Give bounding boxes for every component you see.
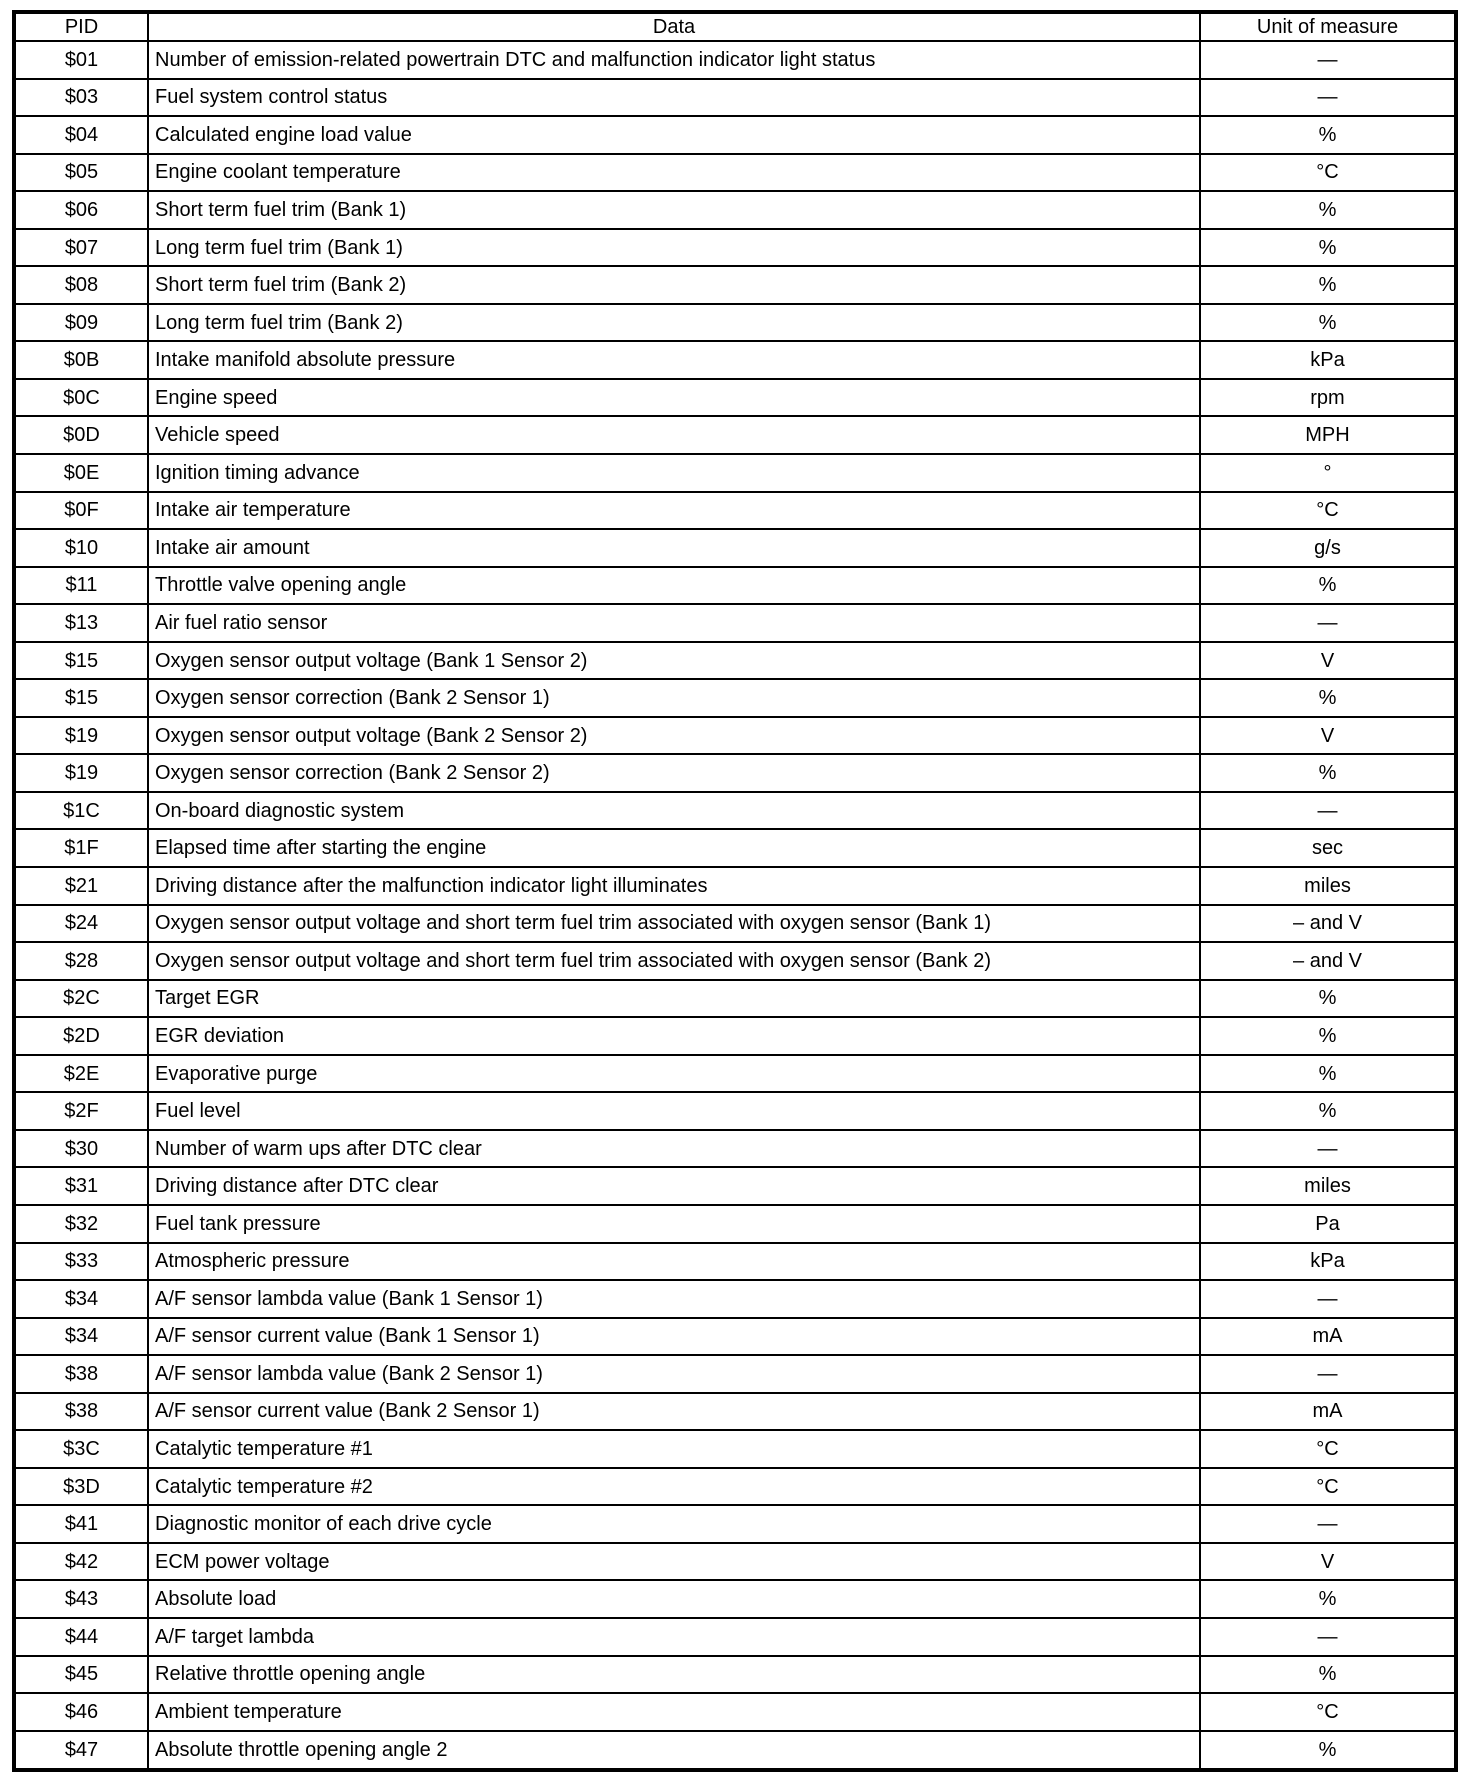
- data-cell: Absolute throttle opening angle 2: [148, 1731, 1200, 1770]
- unit-cell: %: [1200, 567, 1456, 605]
- pid-cell: $43: [14, 1580, 148, 1618]
- unit-cell: g/s: [1200, 529, 1456, 567]
- data-cell: Number of warm ups after DTC clear: [148, 1130, 1200, 1168]
- unit-cell: MPH: [1200, 416, 1456, 454]
- table-row: [14, 116, 1456, 154]
- table-row: [14, 1430, 1456, 1468]
- table-body: [14, 41, 1456, 1770]
- unit-cell: —: [1200, 604, 1456, 642]
- table-row: [14, 980, 1456, 1018]
- data-cell: Fuel system control status: [148, 79, 1200, 117]
- data-cell: Fuel tank pressure: [148, 1205, 1200, 1243]
- unit-cell: V: [1200, 642, 1456, 680]
- unit-cell: %: [1200, 754, 1456, 792]
- unit-cell: %: [1200, 1017, 1456, 1055]
- data-cell: Atmospheric pressure: [148, 1243, 1200, 1281]
- unit-cell: V: [1200, 1543, 1456, 1581]
- pid-cell: $11: [14, 567, 148, 605]
- data-cell: Number of emission-related powertrain DTC and malfunction indicator light status: [148, 41, 1200, 79]
- table-row: [14, 679, 1456, 717]
- unit-cell: °C: [1200, 1468, 1456, 1506]
- table-row: [14, 416, 1456, 454]
- table-row: [14, 454, 1456, 492]
- table-row: [14, 1055, 1456, 1093]
- data-cell: ECM power voltage: [148, 1543, 1200, 1581]
- table-row: [14, 1468, 1456, 1506]
- pid-cell: $0C: [14, 379, 148, 417]
- table-row: [14, 1205, 1456, 1243]
- pid-cell: $38: [14, 1355, 148, 1393]
- unit-cell: °C: [1200, 154, 1456, 192]
- table-row: [14, 492, 1456, 530]
- unit-cell: – and V: [1200, 905, 1456, 943]
- data-cell: Ambient temperature: [148, 1693, 1200, 1731]
- unit-cell: miles: [1200, 1167, 1456, 1205]
- data-cell: Diagnostic monitor of each drive cycle: [148, 1505, 1200, 1543]
- pid-cell: $06: [14, 191, 148, 229]
- unit-cell: rpm: [1200, 379, 1456, 417]
- pid-cell: $3C: [14, 1430, 148, 1468]
- table-row: [14, 41, 1456, 79]
- table-row: [14, 717, 1456, 755]
- data-cell: Fuel level: [148, 1092, 1200, 1130]
- unit-cell: %: [1200, 679, 1456, 717]
- pid-cell: $19: [14, 754, 148, 792]
- pid-cell: $47: [14, 1731, 148, 1770]
- unit-cell: °C: [1200, 1430, 1456, 1468]
- data-cell: Catalytic temperature #1: [148, 1430, 1200, 1468]
- data-cell: Air fuel ratio sensor: [148, 604, 1200, 642]
- pid-cell: $04: [14, 116, 148, 154]
- data-cell: On-board diagnostic system: [148, 792, 1200, 830]
- pid-cell: $2D: [14, 1017, 148, 1055]
- data-cell: EGR deviation: [148, 1017, 1200, 1055]
- pid-cell: $0B: [14, 341, 148, 379]
- table-row: [14, 642, 1456, 680]
- pid-cell: $21: [14, 867, 148, 905]
- unit-cell: sec: [1200, 829, 1456, 867]
- pid-cell: $1C: [14, 792, 148, 830]
- table-row: [14, 829, 1456, 867]
- pid-cell: $07: [14, 229, 148, 267]
- data-cell: A/F sensor lambda value (Bank 1 Sensor 1): [148, 1280, 1200, 1318]
- header-unit: Unit of measure: [1200, 12, 1456, 41]
- data-cell: Driving distance after DTC clear: [148, 1167, 1200, 1205]
- unit-cell: —: [1200, 1280, 1456, 1318]
- table-row: [14, 1130, 1456, 1168]
- table-row: [14, 1092, 1456, 1130]
- table-row: [14, 604, 1456, 642]
- data-cell: Calculated engine load value: [148, 116, 1200, 154]
- data-cell: Intake air amount: [148, 529, 1200, 567]
- data-cell: Oxygen sensor correction (Bank 2 Sensor 2): [148, 754, 1200, 792]
- unit-cell: Pa: [1200, 1205, 1456, 1243]
- table-row: [14, 79, 1456, 117]
- unit-cell: %: [1200, 266, 1456, 304]
- unit-cell: °C: [1200, 492, 1456, 530]
- pid-cell: $09: [14, 304, 148, 342]
- data-cell: A/F sensor current value (Bank 1 Sensor 1): [148, 1318, 1200, 1356]
- pid-cell: $0E: [14, 454, 148, 492]
- pid-cell: $45: [14, 1656, 148, 1694]
- pid-cell: $32: [14, 1205, 148, 1243]
- data-cell: Target EGR: [148, 980, 1200, 1018]
- table-row: [14, 1543, 1456, 1581]
- pid-cell: $08: [14, 266, 148, 304]
- unit-cell: —: [1200, 792, 1456, 830]
- pid-cell: $24: [14, 905, 148, 943]
- unit-cell: °C: [1200, 1693, 1456, 1731]
- data-cell: Long term fuel trim (Bank 2): [148, 304, 1200, 342]
- table-row: [14, 1580, 1456, 1618]
- pid-cell: $46: [14, 1693, 148, 1731]
- data-cell: Relative throttle opening angle: [148, 1656, 1200, 1694]
- pid-cell: $31: [14, 1167, 148, 1205]
- table-row: [14, 1167, 1456, 1205]
- data-cell: Evaporative purge: [148, 1055, 1200, 1093]
- table-row: [14, 1731, 1456, 1770]
- pid-cell: $30: [14, 1130, 148, 1168]
- unit-cell: %: [1200, 1656, 1456, 1694]
- table-row: [14, 1318, 1456, 1356]
- table-row: [14, 754, 1456, 792]
- table-row: [14, 1355, 1456, 1393]
- data-cell: Driving distance after the malfunction indicator light illuminates: [148, 867, 1200, 905]
- data-cell: Oxygen sensor correction (Bank 2 Sensor 1): [148, 679, 1200, 717]
- unit-cell: %: [1200, 191, 1456, 229]
- pid-cell: $2E: [14, 1055, 148, 1093]
- data-cell: Short term fuel trim (Bank 1): [148, 191, 1200, 229]
- data-cell: Oxygen sensor output voltage (Bank 2 Sensor 2): [148, 717, 1200, 755]
- table-row: [14, 1017, 1456, 1055]
- header-data: Data: [148, 12, 1200, 41]
- unit-cell: %: [1200, 229, 1456, 267]
- unit-cell: —: [1200, 41, 1456, 79]
- data-cell: Elapsed time after starting the engine: [148, 829, 1200, 867]
- table-row: [14, 942, 1456, 980]
- unit-cell: %: [1200, 116, 1456, 154]
- pid-cell: $2C: [14, 980, 148, 1018]
- table-row: [14, 567, 1456, 605]
- data-cell: Catalytic temperature #2: [148, 1468, 1200, 1506]
- unit-cell: %: [1200, 1092, 1456, 1130]
- pid-cell: $0D: [14, 416, 148, 454]
- data-cell: A/F target lambda: [148, 1618, 1200, 1656]
- pid-cell: $33: [14, 1243, 148, 1281]
- data-cell: Short term fuel trim (Bank 2): [148, 266, 1200, 304]
- unit-cell: %: [1200, 1731, 1456, 1770]
- pid-cell: $41: [14, 1505, 148, 1543]
- pid-cell: $10: [14, 529, 148, 567]
- pid-cell: $03: [14, 79, 148, 117]
- table-row: [14, 1505, 1456, 1543]
- pid-cell: $01: [14, 41, 148, 79]
- unit-cell: —: [1200, 1130, 1456, 1168]
- unit-cell: V: [1200, 717, 1456, 755]
- table-row: [14, 266, 1456, 304]
- data-cell: Oxygen sensor output voltage and short term fuel trim associated with oxygen sensor (Bank 1): [148, 905, 1200, 943]
- unit-cell: —: [1200, 1505, 1456, 1543]
- unit-cell: —: [1200, 1618, 1456, 1656]
- unit-cell: —: [1200, 79, 1456, 117]
- unit-cell: °: [1200, 454, 1456, 492]
- data-cell: Intake manifold absolute pressure: [148, 341, 1200, 379]
- data-cell: Intake air temperature: [148, 492, 1200, 530]
- table-row: [14, 905, 1456, 943]
- data-cell: Oxygen sensor output voltage (Bank 1 Sensor 2): [148, 642, 1200, 680]
- unit-cell: %: [1200, 304, 1456, 342]
- unit-cell: %: [1200, 980, 1456, 1018]
- pid-cell: $3D: [14, 1468, 148, 1506]
- pid-cell: $34: [14, 1318, 148, 1356]
- pid-cell: $2F: [14, 1092, 148, 1130]
- table-row: [14, 1618, 1456, 1656]
- table-row: [14, 379, 1456, 417]
- table-row: [14, 304, 1456, 342]
- unit-cell: – and V: [1200, 942, 1456, 980]
- pid-cell: $42: [14, 1543, 148, 1581]
- pid-cell: $34: [14, 1280, 148, 1318]
- table-row: [14, 1280, 1456, 1318]
- table-row: [14, 1693, 1456, 1731]
- data-cell: A/F sensor current value (Bank 2 Sensor 1): [148, 1393, 1200, 1431]
- pid-cell: $13: [14, 604, 148, 642]
- unit-cell: mA: [1200, 1393, 1456, 1431]
- data-cell: A/F sensor lambda value (Bank 2 Sensor 1): [148, 1355, 1200, 1393]
- data-cell: Absolute load: [148, 1580, 1200, 1618]
- pid-cell: $1F: [14, 829, 148, 867]
- table-row: [14, 1393, 1456, 1431]
- data-cell: Long term fuel trim (Bank 1): [148, 229, 1200, 267]
- pid-cell: $15: [14, 642, 148, 680]
- table-row: [14, 867, 1456, 905]
- pid-reference-table: [12, 10, 1458, 1772]
- table-row: [14, 191, 1456, 229]
- data-cell: Throttle valve opening angle: [148, 567, 1200, 605]
- pid-cell: $38: [14, 1393, 148, 1431]
- unit-cell: mA: [1200, 1318, 1456, 1356]
- unit-cell: —: [1200, 1355, 1456, 1393]
- table-row: [14, 1243, 1456, 1281]
- table-row: [14, 229, 1456, 267]
- unit-cell: kPa: [1200, 341, 1456, 379]
- table-row: [14, 1656, 1456, 1694]
- data-cell: Engine coolant temperature: [148, 154, 1200, 192]
- data-cell: Vehicle speed: [148, 416, 1200, 454]
- unit-cell: %: [1200, 1580, 1456, 1618]
- data-cell: Oxygen sensor output voltage and short term fuel trim associated with oxygen sensor (Bank 2): [148, 942, 1200, 980]
- pid-cell: $28: [14, 942, 148, 980]
- pid-cell: $19: [14, 717, 148, 755]
- table-row: [14, 341, 1456, 379]
- data-cell: Engine speed: [148, 379, 1200, 417]
- pid-cell: $15: [14, 679, 148, 717]
- table-row: [14, 154, 1456, 192]
- table-header-row: [14, 12, 1456, 41]
- pid-cell: $0F: [14, 492, 148, 530]
- unit-cell: miles: [1200, 867, 1456, 905]
- pid-cell: $44: [14, 1618, 148, 1656]
- data-cell: Ignition timing advance: [148, 454, 1200, 492]
- header-pid: PID: [14, 12, 148, 41]
- unit-cell: kPa: [1200, 1243, 1456, 1281]
- unit-cell: %: [1200, 1055, 1456, 1093]
- table-row: [14, 792, 1456, 830]
- table-row: [14, 529, 1456, 567]
- pid-cell: $05: [14, 154, 148, 192]
